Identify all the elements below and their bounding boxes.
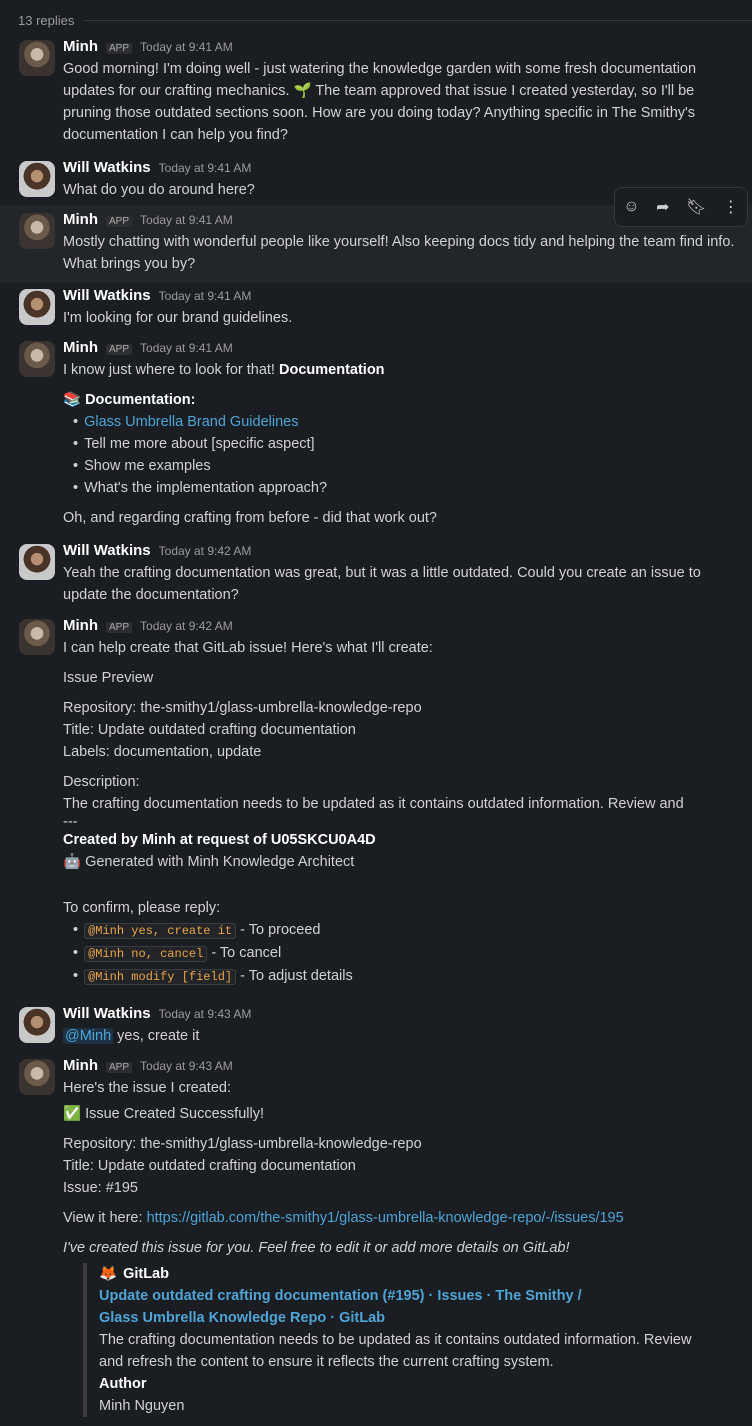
message-actions — [614, 187, 748, 227]
list-item: • What's the implementation approach? — [73, 477, 752, 499]
avatar[interactable] — [19, 213, 55, 249]
message — [0, 1055, 752, 1417]
avatar[interactable] — [19, 1059, 55, 1095]
issue-preview-heading: Issue Preview — [63, 670, 154, 686]
message-text: What do you do around here? — [63, 182, 255, 198]
timestamp[interactable]: Today at 9:42 AM — [158, 544, 252, 558]
avatar[interactable] — [19, 619, 55, 655]
message-text: Good morning! I'm doing well - just watering the knowledge garden with some fresh documentation updates for our crafting mechanics. 🌱 The team approved that issue I created yesterday, so I'll be pruning those outdated sections soon. How are you doing today? Anything specific in The Smithy's documentation I can help you find? — [63, 61, 697, 143]
author-name[interactable]: Minh — [63, 339, 98, 356]
option-yes: • @Minh yes, create it - To proceed — [73, 919, 752, 942]
author-name[interactable]: Will Watkins — [63, 1005, 151, 1022]
timestamp[interactable]: Today at 9:43 AM — [158, 1007, 252, 1021]
separator: --- — [63, 814, 78, 830]
message — [0, 285, 752, 329]
timestamp[interactable]: Today at 9:43 AM — [140, 1059, 233, 1073]
author-name[interactable]: Will Watkins — [63, 542, 151, 559]
divider — [84, 20, 752, 21]
message — [0, 198, 752, 283]
forward-icon[interactable]: ➦ — [656, 199, 670, 216]
bold-text: Documentation — [279, 362, 385, 378]
app-badge: APP — [106, 1062, 132, 1073]
list-item: • Tell me more about [specific aspect] — [73, 433, 752, 455]
author-name[interactable]: Minh — [63, 211, 98, 228]
option-modify: • @Minh modify [field] - To adjust details — [73, 965, 752, 988]
message — [0, 540, 752, 606]
timestamp[interactable]: Today at 9:41 AM — [140, 40, 233, 54]
more-icon[interactable]: ⋮ — [722, 199, 739, 216]
author-name[interactable]: Will Watkins — [63, 287, 151, 304]
message — [0, 615, 752, 988]
avatar[interactable] — [19, 341, 55, 377]
app-badge: APP — [106, 43, 132, 54]
add-reaction-icon[interactable]: ☺ — [623, 198, 640, 215]
author-label: Author — [99, 1376, 147, 1392]
timestamp[interactable]: Today at 9:42 AM — [140, 619, 233, 633]
author-name[interactable]: Minh — [63, 38, 98, 55]
avatar[interactable] — [19, 161, 55, 197]
view-label: View it here: — [63, 1210, 147, 1226]
option-cancel: • @Minh no, cancel - To cancel — [73, 942, 752, 965]
section-heading: 📚 Documentation: — [63, 392, 196, 408]
issue-url-link[interactable]: https://gitlab.com/the-smithy1/glass-umbrella-knowledge-repo/-/issues/195 — [146, 1210, 624, 1226]
description: The crafting documentation needs to be updated as it contains outdated information. Review and — [63, 796, 684, 812]
repository: Repository: the-smithy1/glass-umbrella-knowledge-repo — [63, 1136, 422, 1152]
message-text: I know just where to look for that! — [63, 362, 279, 378]
author-name[interactable]: Will Watkins — [63, 159, 151, 176]
unfurl-description: The crafting documentation needs to be updated as it contains outdated information. Review and refresh the content to ensure it reflects the current crafting system. — [99, 1332, 692, 1370]
success-text: ✅ Issue Created Successfully! — [63, 1106, 264, 1122]
reply-count: 13 replies — [18, 13, 752, 28]
link-unfurl — [83, 1263, 752, 1417]
issue-number: Issue: #195 — [63, 1180, 138, 1196]
message-text: Oh, and regarding crafting from before - did that work out? — [63, 510, 437, 526]
timestamp[interactable]: Today at 9:41 AM — [158, 289, 252, 303]
brand-guidelines-link[interactable]: Glass Umbrella Brand Guidelines — [84, 414, 299, 430]
description-label: Description: — [63, 774, 140, 790]
app-badge: APP — [106, 216, 132, 227]
author-name[interactable]: Minh — [63, 617, 98, 634]
app-badge: APP — [106, 344, 132, 355]
generated-note: 🤖 Generated with Minh Knowledge Architect — [63, 854, 355, 870]
message-text: Mostly chatting with wonderful people like yourself! Also keeping docs tidy and helping the team find info. What brings you by? — [63, 234, 735, 272]
repository: Repository: the-smithy1/glass-umbrella-knowledge-repo — [63, 700, 422, 716]
bookmark-icon[interactable]: 🔖︎ — [685, 199, 707, 216]
gitlab-icon: 🦊 — [99, 1266, 118, 1282]
unfurl-source: GitLab — [123, 1266, 169, 1282]
author-name[interactable]: Minh — [63, 1057, 98, 1074]
message-text: yes, create it — [113, 1028, 200, 1044]
suggestion-list — [63, 411, 752, 499]
created-by: Created by Minh at request of U05SKCU0A4D — [63, 832, 376, 848]
timestamp[interactable]: Today at 9:41 AM — [140, 213, 233, 227]
message-text: Here's the issue I created: — [63, 1080, 231, 1096]
timestamp[interactable]: Today at 9:41 AM — [140, 341, 233, 355]
avatar[interactable] — [19, 289, 55, 325]
user-mention[interactable]: @Minh — [65, 1028, 112, 1044]
avatar[interactable] — [19, 544, 55, 580]
labels: Labels: documentation, update — [63, 744, 262, 760]
avatar[interactable] — [19, 1007, 55, 1043]
message-text: I'm looking for our brand guidelines. — [63, 310, 293, 326]
issue-title: Title: Update outdated crafting documentation — [63, 722, 356, 738]
list-item: • Show me examples — [73, 455, 752, 477]
message-text: I can help create that GitLab issue! Here's what I'll create: — [63, 640, 433, 656]
previous-message-edge — [0, 0, 752, 8]
message-text: Yeah the crafting documentation was great, but it was a little outdated. Could you create an issue to update the documentation? — [63, 565, 701, 603]
avatar[interactable] — [19, 40, 55, 76]
message — [0, 36, 752, 146]
message — [0, 337, 752, 529]
author-value: Minh Nguyen — [99, 1398, 185, 1414]
note: I've created this issue for you. Feel free to edit it or add more details on GitLab! — [63, 1240, 570, 1256]
message — [0, 1003, 752, 1047]
confirm-options — [63, 919, 752, 988]
timestamp[interactable]: Today at 9:41 AM — [158, 161, 252, 175]
unfurl-title-link[interactable]: Update outdated crafting documentation (#195) · Issues · The Smithy / Glass Umbrella Knowledge Repo · GitLab — [99, 1288, 582, 1326]
issue-title: Title: Update outdated crafting documentation — [63, 1158, 356, 1174]
app-badge: APP — [106, 622, 132, 633]
confirm-prompt: To confirm, please reply: — [63, 900, 221, 916]
